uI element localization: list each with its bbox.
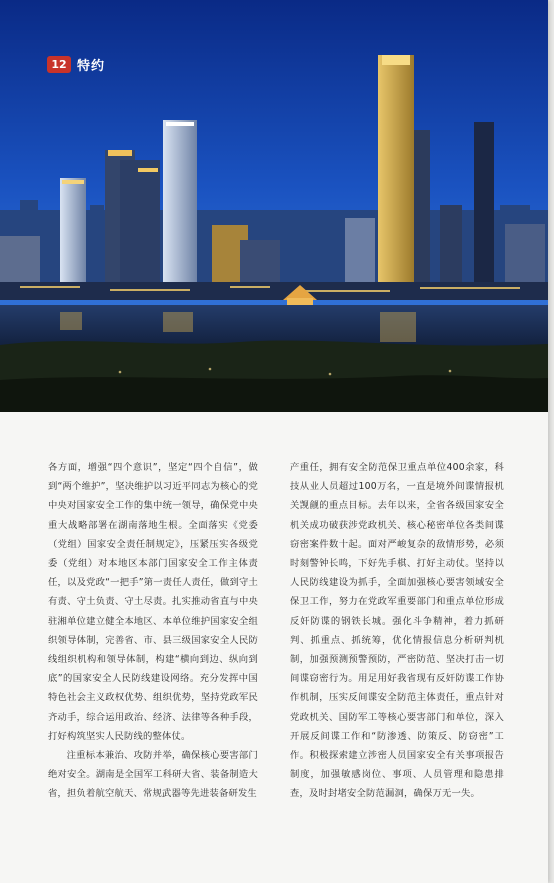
article-left-column	[48, 458, 258, 804]
section-header	[47, 55, 105, 74]
section-label: 特约	[77, 59, 106, 74]
paragraph: 产重任，拥有安全防范保卫重点单位400余家，科技从业人员超过100万名，一直是境外间谍情报机关觊觎的重点目标。去年以来，全省各级国家安全机关成功破获涉党政机关、核心秘密单位各类间谍窃密案件数十起。面对严峻复杂的敌情形势，必须时刻警钟长鸣，下好先手棋、打好主动仗。坚持以人民防线建设为抓手，全面加强核心要害领域安全保卫工作，努力在党政军重要部门和重点单位形成反奸防谍的钢铁长城。强化斗争精神，着力抓研判、抓重点、抓统筹，优化情报信息分析研判机制，加强预测预警预防，严密防范、坚决打击一切间谍窃密行为。用足用好我省现有反奸防谍工作协作机制，压实反间谍安全防范主体责任，重点针对党政机关、国防军工等核心要害部门和单位，深入开展反间谍工作和“防渗透、防策反、防窃密”工作。积极探索建立涉密人员国家安全有关事项报告制度，加强敏感岗位、事项、人员管理和隐患排查，及时封堵安全防范漏洞，确保万无一失。	[290, 462, 504, 800]
city-night-photo	[0, 0, 548, 412]
paragraph: 各方面，增强“四个意识”，坚定“四个自信”，做到“两个维护”，坚决维护以习近平同志为核心的党中央对国家安全工作的集中统一领导，确保党中央重大战略部署在湖南落地生根。全面落实《党委（党组）国家安全责任制规定》，压紧压实各级党委（党组）对本地区本部门国家安全工作主体责任，以及党政“一把手”第一责任人责任，做到守土有责、守土负责、守土尽责。扎实推动省直与中央驻湘单位建立健全本地区、本单位维护国家安全组织领导体制，完善省、市、县三级国家安全人民防线组织机构和领导体制，构建“横向到边、纵向到底”的国家安全人民防线建设网络。充分发挥中国特色社会主义政权优势、组织优势，坚持党政军民齐动手，综合运用政治、经济、法律等各种手段，打好构筑坚实人民防线的整体仗。	[48, 462, 258, 742]
article-right-column	[290, 458, 504, 804]
page-number-badge: 12	[47, 56, 71, 73]
paragraph: 注重标本兼治、攻防并举，确保核心要害部门绝对安全。湖南是全国军工科研大省、装备制造大省，担负着航空航天、常规武器等先进装备研发生	[48, 750, 258, 800]
